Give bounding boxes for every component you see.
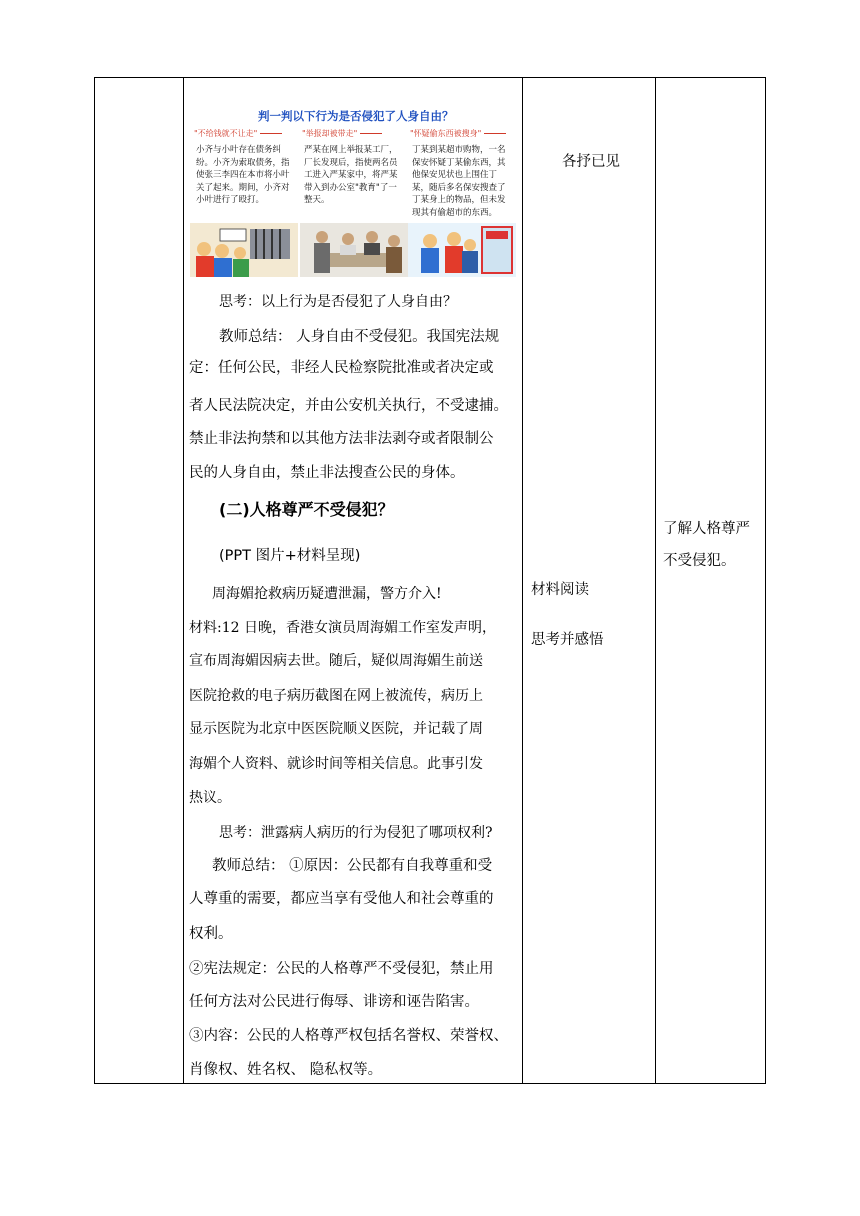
- case-heading: "不给钱就不让走": [194, 128, 282, 139]
- case-heading: "怀疑偷东西被搜身": [410, 128, 506, 139]
- activity-text: 各抒已见: [562, 154, 620, 170]
- case-card: [408, 128, 510, 238]
- illustration-arrest-icon: [300, 223, 408, 277]
- panel-title: 判一判以下行为是否侵犯了人身自由？: [258, 109, 454, 123]
- case-image-panel: [188, 105, 518, 280]
- point-line: 任何方法对公民进行侮辱、诽谤和诬告陷害。: [189, 994, 479, 1010]
- summary-line: 禁止非法拘禁和以其他方法非法剥夺或者限制公: [189, 431, 494, 447]
- material-line: 热议。: [189, 790, 231, 806]
- think-question-2: 思考：泄露病人病历的行为侵犯了哪项权利?: [219, 825, 493, 841]
- material-line: 材料:12 日晚，香港女演员周海媚工作室发声明，: [189, 620, 496, 636]
- point-line: ②宪法规定：公民的人格尊严不受侵犯，禁止用: [189, 961, 494, 977]
- material-line: 显示医院为北京中医医院顺义医院，并记载了周: [189, 721, 483, 737]
- material-line: 医院抢救的电子病历截图在网上被流传，病历上: [189, 688, 483, 704]
- goal-line: 了解人格尊严: [663, 521, 750, 537]
- summary-line: 教师总结： 人身自由不受侵犯。我国宪法规: [219, 329, 500, 345]
- case-text: 丁某到某超市购物，一名保安怀疑丁某偷东西，其他保安见状也上围住丁某，随后多名保安搜查了丁某身上的物品，但未发现其有偷超市的东西。: [412, 145, 506, 218]
- summary-line: 教师总结： ①原因：公民都有自我尊重和受: [212, 858, 493, 874]
- material-line: 宣布周海媚因病去世。随后，疑似周海媚生前送: [189, 653, 483, 669]
- case-card: [192, 128, 294, 238]
- case-heading: "举报却被带走": [302, 128, 382, 139]
- activity-text: 思考并感悟: [531, 632, 604, 648]
- case-card: [300, 128, 402, 238]
- summary-line: 权利。: [189, 926, 233, 942]
- point-line: 肖像权、姓名权、 隐私权等。: [189, 1062, 383, 1078]
- column-divider: [183, 78, 184, 1083]
- news-title: 周海媚抢救病历疑遭泄漏，警方介入!: [212, 586, 442, 602]
- summary-line: 者人民法院决定，并由公安机关执行，不受逮捕。: [189, 398, 508, 414]
- case-text: 小齐与小叶存在债务纠纷。小齐为索取债务，指使张三李四在本市将小叶关了起来。期间，小齐对小叶进行了殴打。: [196, 145, 290, 205]
- summary-line: 定：任何公民，非经人民检察院批准或者决定或: [189, 360, 494, 376]
- activity-text: 材料阅读: [531, 582, 589, 598]
- point-line: ③内容：公民的人格尊严权包括名誉权、荣誉权、: [189, 1028, 508, 1044]
- column-divider: [522, 78, 523, 1083]
- goal-line: 不受侵犯。: [663, 553, 736, 569]
- material-line: 海媚个人资料、就诊时间等相关信息。此事引发: [189, 756, 483, 772]
- case-text: 严某在网上举报某工厂，厂长发现后，指使两名员工进入严某家中，将严某带入到办公室"教育"了一整天。: [304, 145, 398, 205]
- illustration-detention-icon: [190, 223, 298, 277]
- column-divider: [655, 78, 656, 1083]
- think-question-1: 思考：以上行为是否侵犯了人身自由？: [219, 294, 457, 310]
- illustration-search-icon: [408, 223, 516, 277]
- summary-line: 民的人身自由，禁止非法搜查公民的身体。: [189, 465, 465, 481]
- section-heading: (二)人格尊严不受侵犯？: [219, 500, 394, 519]
- summary-line: 人尊重的需要，都应当享有受他人和社会尊重的: [189, 891, 494, 907]
- ppt-note: (PPT 图片+材料呈现): [219, 548, 361, 564]
